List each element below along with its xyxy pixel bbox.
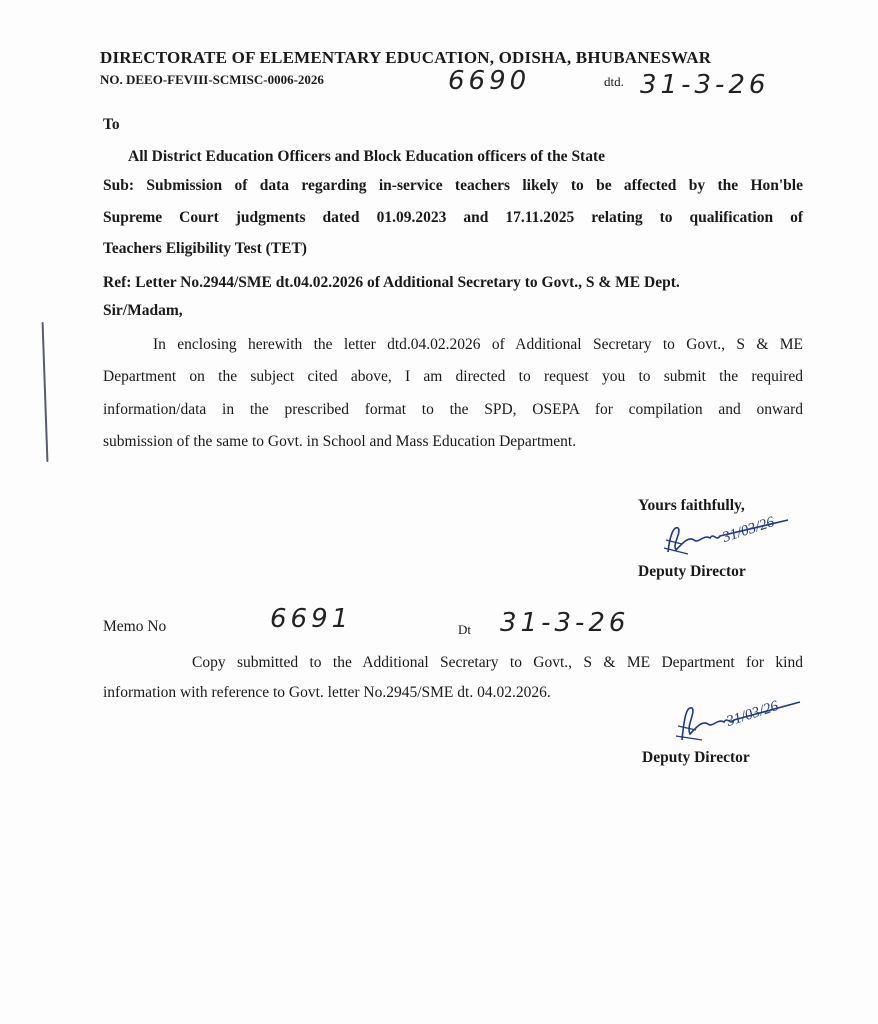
body-line-4: submission of the same to Govt. in School and Mass Education Department. [103,433,577,450]
body-line-2: Department on the subject cited above, I am directed to request you to submit the required [103,368,803,385]
memo-designation: Deputy Director [642,749,750,766]
memo-line-2: information with reference to Govt. letter No.2945/SME dt. 04.02.2026. [103,684,551,701]
subject-line-1: Sub: Submission of data regarding in-service teachers likely to be affected by the Hon'ble [103,177,803,194]
subject-line-2: Supreme Court judgments dated 01.09.2023 and 17.11.2025 relating to qualification of [103,209,803,226]
memo-date-label: Dt [458,622,471,637]
letter-number-handwritten: 6690 [448,66,531,96]
memo-line-1: Copy submitted to the Additional Secretary to Govt., S & ME Department for kind [192,654,803,671]
salutation: Sir/Madam, [103,302,183,319]
directorate-title: DIRECTORATE OF ELEMENTARY EDUCATION, ODISHA, BHUBANESWAR [100,48,712,67]
to-label: To [103,116,120,133]
date-label: dtd. [604,74,624,89]
memo-number-handwritten: 6691 [270,604,353,634]
memo-label: Memo No [103,618,167,635]
designation: Deputy Director [638,563,746,580]
file-number: NO. DEEO-FEVIII-SCMISC-0006-2026 [100,72,324,87]
margin-pen-mark [42,322,49,462]
memo-signature-date: 31/03/26 [724,698,781,730]
letter-date-handwritten: 31-3-26 [640,70,770,100]
body-line-1: In enclosing herewith the letter dtd.04.02.2026 of Additional Secretary to Govt., S & ME [153,336,803,353]
recipients: All District Education Officers and Block Education officers of the State [128,148,606,165]
body-line-3: information/data in the prescribed format to the SPD, OSEPA for compilation and onward [103,401,803,418]
subject-line-3: Teachers Eligibility Test (TET) [103,240,307,257]
reference: Ref: Letter No.2944/SME dt.04.02.2026 of Additional Secretary to Govt., S & ME Dept. [103,274,680,291]
valediction: Yours faithfully, [638,497,745,514]
memo-date-handwritten: 31-3-26 [500,608,630,638]
signature-date: 31/03/26 [720,514,777,546]
